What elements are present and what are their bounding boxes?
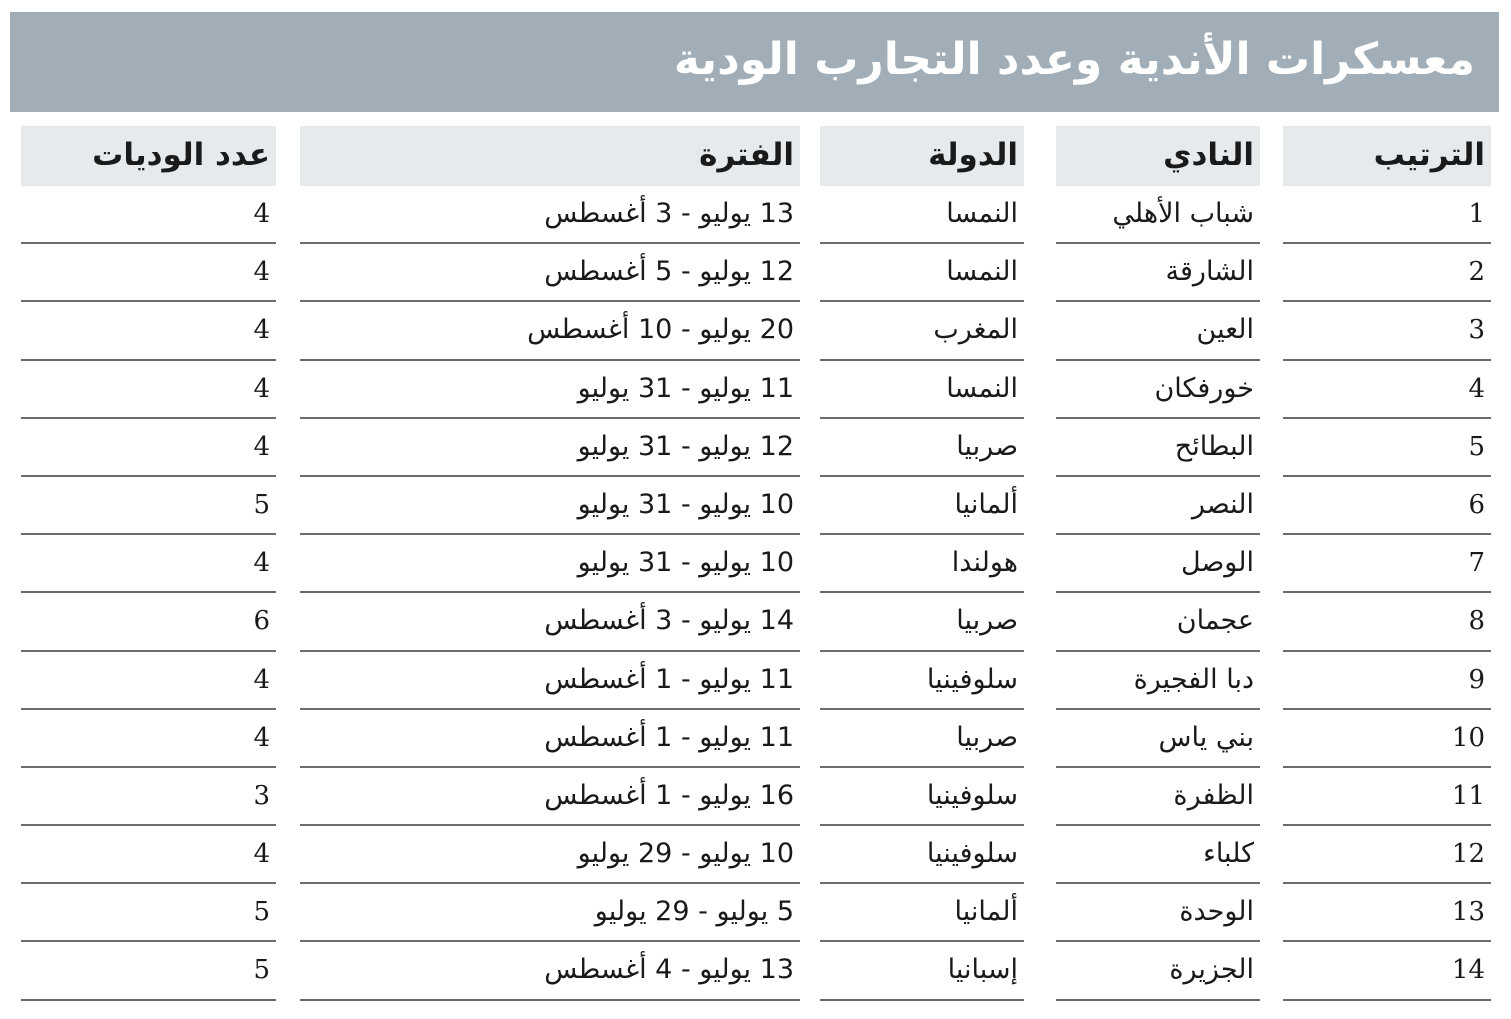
country-column (820, 126, 1024, 1001)
friendlies-cell: 4 (21, 244, 276, 302)
country-cell: سلوفينيا (820, 768, 1024, 826)
rank-cell: 9 (1283, 652, 1491, 710)
club-column (1056, 126, 1260, 1001)
rank-cell: 7 (1283, 535, 1491, 593)
period-cell: 16 يوليو - 1 أغسطس (300, 768, 800, 826)
country-cell: ألمانيا (820, 477, 1024, 535)
friendlies-cell: 5 (21, 942, 276, 1000)
rank-cell: 14 (1283, 942, 1491, 1000)
friendlies-cell: 4 (21, 419, 276, 477)
rank-cell: 2 (1283, 244, 1491, 302)
club-cell: الجزيرة (1056, 942, 1260, 1000)
page-title: معسكرات الأندية وعدد التجارب الودية (673, 34, 1475, 85)
club-cell: البطائح (1056, 419, 1260, 477)
friendlies-cell: 4 (21, 652, 276, 710)
country-cell: النمسا (820, 244, 1024, 302)
club-cell: كلباء (1056, 826, 1260, 884)
country-cell: النمسا (820, 361, 1024, 419)
country-cell: المغرب (820, 302, 1024, 360)
friendlies-cell: 6 (21, 593, 276, 651)
friendlies-cell: 4 (21, 186, 276, 244)
friendlies-cell: 4 (21, 710, 276, 768)
country-cell: صربيا (820, 710, 1024, 768)
country-cell: صربيا (820, 419, 1024, 477)
club-cell: عجمان (1056, 593, 1260, 651)
rank-cell: 8 (1283, 593, 1491, 651)
club-cell: الظفرة (1056, 768, 1260, 826)
club-cell: الوحدة (1056, 884, 1260, 942)
rank-cell: 6 (1283, 477, 1491, 535)
club-cell: بني ياس (1056, 710, 1260, 768)
friendlies-cell: 4 (21, 302, 276, 360)
period-column (300, 126, 800, 1001)
country-cell: سلوفينيا (820, 652, 1024, 710)
rank-cell: 4 (1283, 361, 1491, 419)
header-friendlies: عدد الوديات (21, 126, 276, 186)
rank-cell: 5 (1283, 419, 1491, 477)
friendlies-cell: 4 (21, 826, 276, 884)
period-cell: 5 يوليو - 29 يوليو (300, 884, 800, 942)
club-cell: دبا الفجيرة (1056, 652, 1260, 710)
friendlies-column (21, 126, 276, 1001)
friendlies-cell: 3 (21, 768, 276, 826)
club-cell: شباب الأهلي (1056, 186, 1260, 244)
club-cell: الوصل (1056, 535, 1260, 593)
rank-cell: 12 (1283, 826, 1491, 884)
period-cell: 10 يوليو - 29 يوليو (300, 826, 800, 884)
country-cell: صربيا (820, 593, 1024, 651)
country-cell: النمسا (820, 186, 1024, 244)
period-cell: 10 يوليو - 31 يوليو (300, 477, 800, 535)
rank-cell: 13 (1283, 884, 1491, 942)
country-cell: سلوفينيا (820, 826, 1024, 884)
friendlies-cell: 4 (21, 535, 276, 593)
rank-cell: 11 (1283, 768, 1491, 826)
club-cell: العين (1056, 302, 1260, 360)
period-cell: 10 يوليو - 31 يوليو (300, 535, 800, 593)
period-cell: 11 يوليو - 1 أغسطس (300, 710, 800, 768)
period-cell: 11 يوليو - 1 أغسطس (300, 652, 800, 710)
period-cell: 13 يوليو - 4 أغسطس (300, 942, 800, 1000)
period-cell: 20 يوليو - 10 أغسطس (300, 302, 800, 360)
club-cell: الشارقة (1056, 244, 1260, 302)
period-cell: 13 يوليو - 3 أغسطس (300, 186, 800, 244)
period-cell: 11 يوليو - 31 يوليو (300, 361, 800, 419)
header-rank: الترتيب (1283, 126, 1491, 186)
friendlies-cell: 5 (21, 884, 276, 942)
club-cell: النصر (1056, 477, 1260, 535)
header-club: النادي (1056, 126, 1260, 186)
period-cell: 14 يوليو - 3 أغسطس (300, 593, 800, 651)
header-country: الدولة (820, 126, 1024, 186)
rank-cell: 10 (1283, 710, 1491, 768)
header-period: الفترة (300, 126, 800, 186)
rank-column (1283, 126, 1491, 1001)
friendlies-cell: 4 (21, 361, 276, 419)
rank-cell: 1 (1283, 186, 1491, 244)
country-cell: ألمانيا (820, 884, 1024, 942)
title-banner (10, 12, 1499, 112)
period-cell: 12 يوليو - 31 يوليو (300, 419, 800, 477)
country-cell: إسبانيا (820, 942, 1024, 1000)
period-cell: 12 يوليو - 5 أغسطس (300, 244, 800, 302)
rank-cell: 3 (1283, 302, 1491, 360)
country-cell: هولندا (820, 535, 1024, 593)
friendlies-cell: 5 (21, 477, 276, 535)
club-cell: خورفكان (1056, 361, 1260, 419)
